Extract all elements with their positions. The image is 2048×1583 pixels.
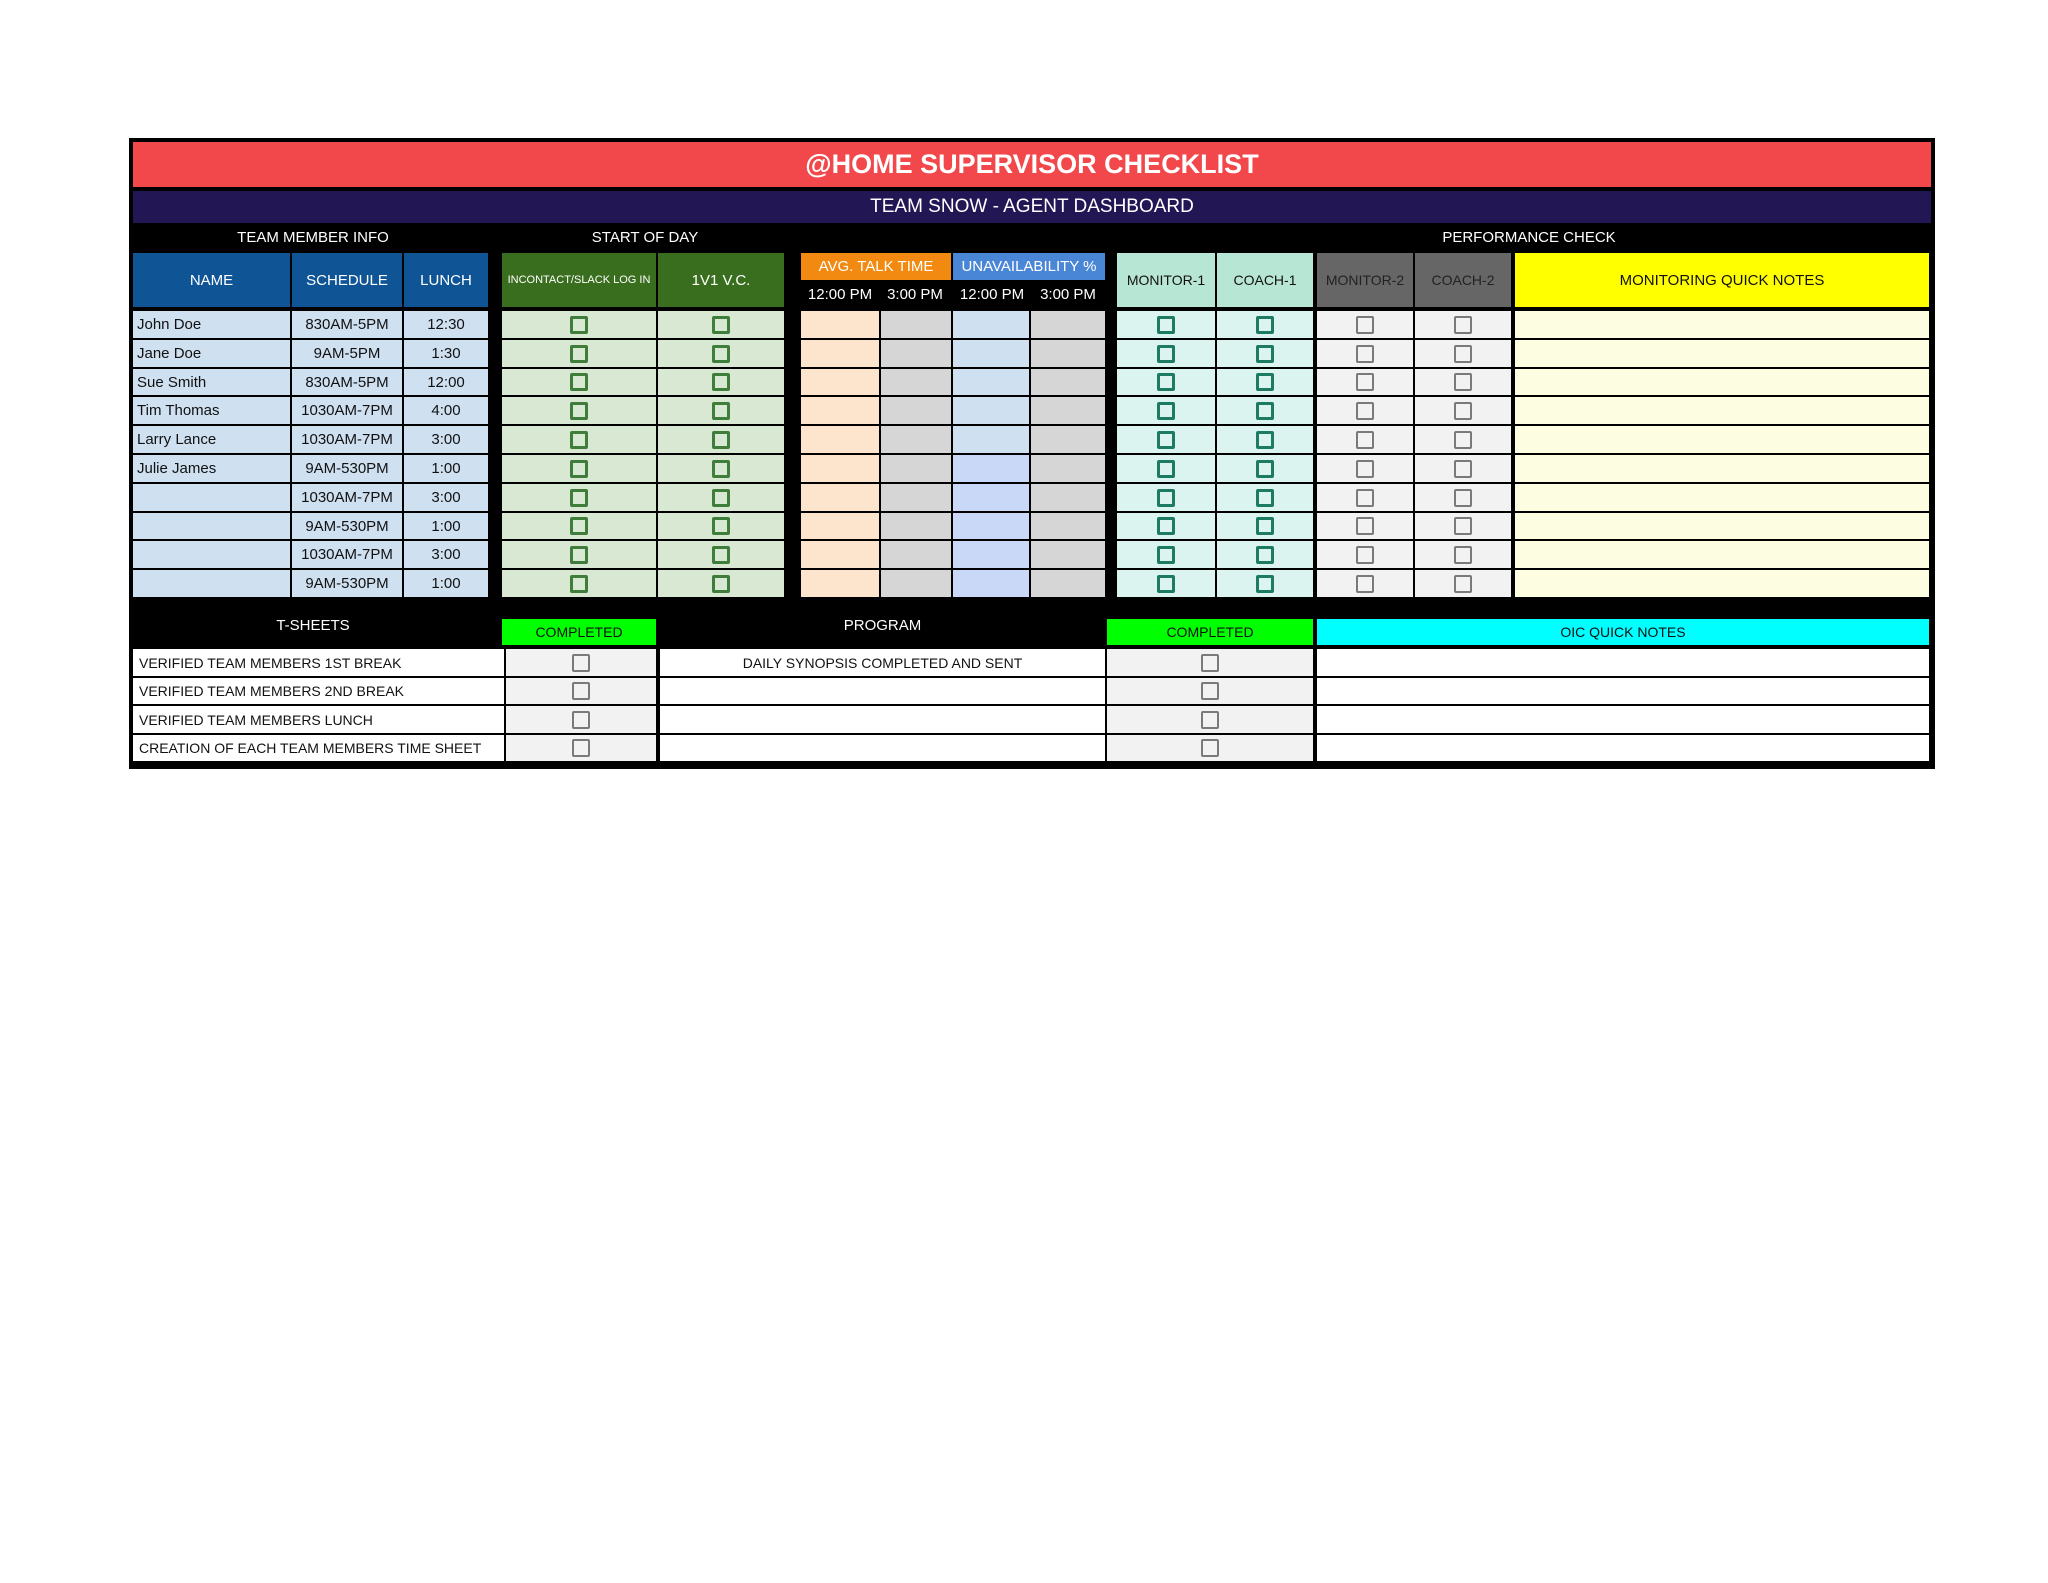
checkbox[interactable]: [1256, 489, 1274, 507]
avg-talk-300-cell[interactable]: [881, 541, 951, 568]
checkbox[interactable]: [1454, 546, 1472, 564]
header-monitor-1: MONITOR-1: [1117, 253, 1215, 307]
monitoring-note-cell[interactable]: [1515, 311, 1929, 338]
header-att-300: 3:00 PM: [887, 286, 943, 303]
unavail-1200-cell[interactable]: [953, 484, 1029, 511]
checkbox[interactable]: [1356, 373, 1374, 391]
header-schedule: SCHEDULE: [292, 253, 402, 307]
checkbox[interactable]: [572, 682, 590, 700]
checkbox[interactable]: [1454, 575, 1472, 593]
monitor-1-check-cell[interactable]: [1117, 513, 1215, 539]
header-coach-2: COACH-2: [1415, 253, 1511, 307]
monitor-2-check-cell[interactable]: [1317, 570, 1413, 597]
member-lunch: 1:00: [404, 570, 488, 597]
checkbox[interactable]: [1356, 517, 1374, 535]
page-subtitle: TEAM SNOW - AGENT DASHBOARD: [133, 191, 1931, 223]
program-item: [660, 706, 1105, 733]
checkbox[interactable]: [1201, 711, 1219, 729]
section-team-member-info: TEAM MEMBER INFO: [237, 228, 389, 246]
avg-talk-300-cell[interactable]: [881, 340, 951, 367]
avg-talk-300-cell[interactable]: [881, 397, 951, 424]
member-schedule: 830AM-5PM: [292, 369, 402, 395]
incontact-check-cell[interactable]: [502, 570, 656, 597]
unavail-300-cell[interactable]: [1031, 513, 1105, 539]
avg-talk-1200-cell[interactable]: [801, 311, 879, 338]
unavail-1200-cell[interactable]: [953, 311, 1029, 338]
avg-talk-1200-cell[interactable]: [801, 570, 879, 597]
one-on-one-check-cell[interactable]: [658, 369, 784, 395]
one-on-one-check-cell[interactable]: [658, 570, 784, 597]
member-name: Larry Lance: [133, 426, 290, 453]
member-lunch: 3:00: [404, 426, 488, 453]
coach-2-check-cell[interactable]: [1415, 426, 1511, 453]
checkbox[interactable]: [1356, 460, 1374, 478]
monitor-2-check-cell[interactable]: [1317, 311, 1413, 338]
avg-talk-300-cell[interactable]: [881, 426, 951, 453]
checkbox[interactable]: [1157, 345, 1175, 363]
checkbox[interactable]: [570, 431, 588, 449]
checkbox[interactable]: [1256, 316, 1274, 334]
header-unav-300: 3:00 PM: [1040, 286, 1096, 303]
checkbox[interactable]: [1256, 402, 1274, 420]
monitor-2-check-cell[interactable]: [1317, 340, 1413, 367]
member-name: [133, 541, 290, 568]
incontact-check-cell[interactable]: [502, 541, 656, 568]
coach-1-check-cell[interactable]: [1217, 541, 1313, 568]
program-check-cell[interactable]: [1107, 706, 1313, 733]
program-check-cell[interactable]: [1107, 735, 1313, 761]
monitoring-note-cell[interactable]: [1515, 397, 1929, 424]
incontact-check-cell[interactable]: [502, 311, 656, 338]
member-name: Tim Thomas: [133, 397, 290, 424]
checkbox[interactable]: [712, 546, 730, 564]
checkbox[interactable]: [1454, 431, 1472, 449]
checkbox[interactable]: [712, 575, 730, 593]
program-completed-header: COMPLETED: [1107, 619, 1313, 645]
checkbox[interactable]: [1454, 517, 1472, 535]
avg-talk-300-cell[interactable]: [881, 513, 951, 539]
program-item: [660, 735, 1105, 761]
checkbox[interactable]: [570, 546, 588, 564]
one-on-one-check-cell[interactable]: [658, 455, 784, 482]
tsheet-check-cell[interactable]: [506, 735, 656, 761]
header-coach-1: COACH-1: [1217, 253, 1313, 307]
checkbox[interactable]: [712, 460, 730, 478]
checkbox[interactable]: [1454, 345, 1472, 363]
member-lunch: 3:00: [404, 541, 488, 568]
checkbox[interactable]: [1256, 345, 1274, 363]
checkbox[interactable]: [712, 316, 730, 334]
page-title: @HOME SUPERVISOR CHECKLIST: [133, 142, 1931, 187]
member-schedule: 1030AM-7PM: [292, 397, 402, 424]
program-label: PROGRAM: [843, 616, 922, 634]
coach-2-check-cell[interactable]: [1415, 570, 1511, 597]
member-schedule: 1030AM-7PM: [292, 426, 402, 453]
checkbox[interactable]: [1256, 431, 1274, 449]
monitoring-note-cell[interactable]: [1515, 541, 1929, 568]
tsheet-check-cell[interactable]: [506, 706, 656, 733]
one-on-one-check-cell[interactable]: [658, 426, 784, 453]
coach-2-check-cell[interactable]: [1415, 455, 1511, 482]
avg-talk-1200-cell[interactable]: [801, 484, 879, 511]
member-name: Julie James: [133, 455, 290, 482]
checkbox[interactable]: [1157, 373, 1175, 391]
checkbox[interactable]: [1157, 489, 1175, 507]
checkbox[interactable]: [570, 460, 588, 478]
header-att-1200: 12:00 PM: [807, 286, 873, 303]
checkbox[interactable]: [1256, 517, 1274, 535]
unavail-300-cell[interactable]: [1031, 484, 1105, 511]
tsheet-item: CREATION OF EACH TEAM MEMBERS TIME SHEET: [133, 735, 504, 761]
unavail-300-cell[interactable]: [1031, 541, 1105, 568]
tsheet-item: VERIFIED TEAM MEMBERS LUNCH: [133, 706, 504, 733]
monitor-2-check-cell[interactable]: [1317, 369, 1413, 395]
section-performance-check: PERFORMANCE CHECK: [1442, 228, 1616, 246]
avg-talk-1200-cell[interactable]: [801, 513, 879, 539]
monitor-1-check-cell[interactable]: [1117, 541, 1215, 568]
checkbox[interactable]: [570, 402, 588, 420]
checkbox[interactable]: [570, 575, 588, 593]
monitoring-note-cell[interactable]: [1515, 570, 1929, 597]
coach-1-check-cell[interactable]: [1217, 397, 1313, 424]
monitor-1-check-cell[interactable]: [1117, 397, 1215, 424]
avg-talk-1200-cell[interactable]: [801, 397, 879, 424]
avg-talk-300-cell[interactable]: [881, 455, 951, 482]
member-name: Jane Doe: [133, 340, 290, 367]
member-schedule: 9AM-530PM: [292, 455, 402, 482]
member-lunch: 1:00: [404, 455, 488, 482]
avg-talk-1200-cell[interactable]: [801, 541, 879, 568]
checkbox[interactable]: [1454, 316, 1472, 334]
one-on-one-check-cell[interactable]: [658, 340, 784, 367]
unavail-300-cell[interactable]: [1031, 397, 1105, 424]
coach-1-check-cell[interactable]: [1217, 426, 1313, 453]
header-1v1: 1V1 V.C.: [658, 253, 784, 307]
avg-talk-1200-cell[interactable]: [801, 369, 879, 395]
checkbox[interactable]: [1356, 402, 1374, 420]
tsheet-check-cell[interactable]: [506, 678, 656, 704]
checkbox[interactable]: [1201, 739, 1219, 757]
unavail-300-cell[interactable]: [1031, 426, 1105, 453]
monitor-1-check-cell[interactable]: [1117, 570, 1215, 597]
header-unavailability: UNAVAILABILITY %: [953, 253, 1105, 280]
checkbox[interactable]: [572, 654, 590, 672]
coach-2-check-cell[interactable]: [1415, 484, 1511, 511]
checkbox[interactable]: [712, 431, 730, 449]
checkbox[interactable]: [712, 373, 730, 391]
tsheets-completed-header: COMPLETED: [502, 619, 656, 645]
checkbox[interactable]: [570, 517, 588, 535]
monitor-1-check-cell[interactable]: [1117, 455, 1215, 482]
checkbox[interactable]: [712, 402, 730, 420]
coach-1-check-cell[interactable]: [1217, 455, 1313, 482]
checkbox[interactable]: [1256, 575, 1274, 593]
incontact-check-cell[interactable]: [502, 340, 656, 367]
checkbox[interactable]: [572, 711, 590, 729]
incontact-check-cell[interactable]: [502, 455, 656, 482]
header-monitoring-notes: MONITORING QUICK NOTES: [1515, 253, 1929, 307]
member-lunch: 1:00: [404, 513, 488, 539]
monitor-2-check-cell[interactable]: [1317, 484, 1413, 511]
monitoring-note-cell[interactable]: [1515, 369, 1929, 395]
checkbox[interactable]: [1157, 517, 1175, 535]
avg-talk-300-cell[interactable]: [881, 570, 951, 597]
one-on-one-check-cell[interactable]: [658, 397, 784, 424]
coach-1-check-cell[interactable]: [1217, 513, 1313, 539]
oic-note-cell[interactable]: [1317, 649, 1929, 676]
monitor-2-check-cell[interactable]: [1317, 455, 1413, 482]
checkbox[interactable]: [1356, 316, 1374, 334]
incontact-check-cell[interactable]: [502, 484, 656, 511]
checkbox[interactable]: [1356, 546, 1374, 564]
checkbox[interactable]: [570, 316, 588, 334]
checkbox[interactable]: [1356, 431, 1374, 449]
avg-talk-300-cell[interactable]: [881, 311, 951, 338]
avg-talk-1200-cell[interactable]: [801, 455, 879, 482]
unavail-1200-cell[interactable]: [953, 455, 1029, 482]
coach-2-check-cell[interactable]: [1415, 513, 1511, 539]
oic-note-cell[interactable]: [1317, 706, 1929, 733]
tsheet-item: VERIFIED TEAM MEMBERS 2ND BREAK: [133, 678, 504, 704]
oic-notes-header: OIC QUICK NOTES: [1317, 619, 1929, 645]
checkbox[interactable]: [1157, 575, 1175, 593]
checkbox[interactable]: [1454, 489, 1472, 507]
checkbox[interactable]: [1157, 316, 1175, 334]
checkbox[interactable]: [1157, 402, 1175, 420]
tsheet-item: VERIFIED TEAM MEMBERS 1ST BREAK: [133, 649, 504, 676]
program-check-cell[interactable]: [1107, 678, 1313, 704]
unavail-1200-cell[interactable]: [953, 541, 1029, 568]
header-monitor-2: MONITOR-2: [1317, 253, 1413, 307]
monitor-1-check-cell[interactable]: [1117, 426, 1215, 453]
checkbox[interactable]: [1454, 373, 1472, 391]
member-lunch: 4:00: [404, 397, 488, 424]
monitor-1-check-cell[interactable]: [1117, 340, 1215, 367]
tsheet-check-cell[interactable]: [506, 649, 656, 676]
checkbox[interactable]: [1157, 460, 1175, 478]
checkbox[interactable]: [572, 739, 590, 757]
incontact-check-cell[interactable]: [502, 369, 656, 395]
unavail-300-cell[interactable]: [1031, 340, 1105, 367]
incontact-check-cell[interactable]: [502, 397, 656, 424]
header-name: NAME: [133, 253, 290, 307]
avg-talk-1200-cell[interactable]: [801, 426, 879, 453]
avg-talk-1200-cell[interactable]: [801, 340, 879, 367]
monitoring-note-cell[interactable]: [1515, 484, 1929, 511]
checkbox[interactable]: [712, 517, 730, 535]
monitor-1-check-cell[interactable]: [1117, 311, 1215, 338]
one-on-one-check-cell[interactable]: [658, 484, 784, 511]
checklist-frame: [129, 138, 1935, 769]
member-schedule: 9AM-530PM: [292, 513, 402, 539]
unavail-1200-cell[interactable]: [953, 369, 1029, 395]
unavail-1200-cell[interactable]: [953, 340, 1029, 367]
checkbox[interactable]: [1157, 431, 1175, 449]
one-on-one-check-cell[interactable]: [658, 311, 784, 338]
checkbox[interactable]: [1454, 402, 1472, 420]
header-avg-talk-time: AVG. TALK TIME: [801, 253, 951, 280]
member-lunch: 12:00: [404, 369, 488, 395]
coach-1-check-cell[interactable]: [1217, 311, 1313, 338]
tsheets-label: T-SHEETS: [276, 616, 350, 634]
avg-talk-300-cell[interactable]: [881, 369, 951, 395]
monitor-2-check-cell[interactable]: [1317, 426, 1413, 453]
member-schedule: 1030AM-7PM: [292, 541, 402, 568]
unavail-1200-cell[interactable]: [953, 513, 1029, 539]
header-lunch: LUNCH: [404, 253, 488, 307]
member-name: [133, 484, 290, 511]
avg-talk-300-cell[interactable]: [881, 484, 951, 511]
oic-note-cell[interactable]: [1317, 678, 1929, 704]
member-name: [133, 513, 290, 539]
checkbox[interactable]: [1356, 575, 1374, 593]
header-incontact: INCONTACT/SLACK LOG IN: [502, 253, 656, 307]
checkbox[interactable]: [1201, 654, 1219, 672]
member-schedule: 830AM-5PM: [292, 311, 402, 338]
checkbox[interactable]: [712, 345, 730, 363]
unavail-1200-cell[interactable]: [953, 426, 1029, 453]
one-on-one-check-cell[interactable]: [658, 513, 784, 539]
incontact-check-cell[interactable]: [502, 513, 656, 539]
unavail-1200-cell[interactable]: [953, 397, 1029, 424]
coach-1-check-cell[interactable]: [1217, 369, 1313, 395]
monitor-1-check-cell[interactable]: [1117, 484, 1215, 511]
member-schedule: 1030AM-7PM: [292, 484, 402, 511]
checkbox[interactable]: [1256, 373, 1274, 391]
coach-1-check-cell[interactable]: [1217, 484, 1313, 511]
checkbox[interactable]: [1157, 546, 1175, 564]
checkbox[interactable]: [1356, 345, 1374, 363]
checkbox[interactable]: [1256, 546, 1274, 564]
checkbox[interactable]: [1454, 460, 1472, 478]
section-start-of-day: START OF DAY: [591, 228, 699, 246]
program-item: [660, 678, 1105, 704]
coach-2-check-cell[interactable]: [1415, 397, 1511, 424]
program-check-cell[interactable]: [1107, 649, 1313, 676]
unavail-300-cell[interactable]: [1031, 311, 1105, 338]
unavail-1200-cell[interactable]: [953, 570, 1029, 597]
coach-1-check-cell[interactable]: [1217, 570, 1313, 597]
monitor-2-check-cell[interactable]: [1317, 397, 1413, 424]
incontact-check-cell[interactable]: [502, 426, 656, 453]
header-unav-1200: 12:00 PM: [959, 286, 1025, 303]
coach-2-check-cell[interactable]: [1415, 311, 1511, 338]
monitor-1-check-cell[interactable]: [1117, 369, 1215, 395]
monitor-2-check-cell[interactable]: [1317, 513, 1413, 539]
unavail-300-cell[interactable]: [1031, 369, 1105, 395]
checkbox[interactable]: [1356, 489, 1374, 507]
checkbox[interactable]: [570, 489, 588, 507]
oic-note-cell[interactable]: [1317, 735, 1929, 761]
member-lunch: 1:30: [404, 340, 488, 367]
one-on-one-check-cell[interactable]: [658, 541, 784, 568]
unavail-300-cell[interactable]: [1031, 570, 1105, 597]
member-schedule: 9AM-530PM: [292, 570, 402, 597]
monitoring-note-cell[interactable]: [1515, 455, 1929, 482]
member-lunch: 3:00: [404, 484, 488, 511]
checkbox[interactable]: [712, 489, 730, 507]
monitoring-note-cell[interactable]: [1515, 513, 1929, 539]
coach-2-check-cell[interactable]: [1415, 369, 1511, 395]
member-lunch: 12:30: [404, 311, 488, 338]
coach-2-check-cell[interactable]: [1415, 340, 1511, 367]
checkbox[interactable]: [1256, 460, 1274, 478]
coach-1-check-cell[interactable]: [1217, 340, 1313, 367]
monitor-2-check-cell[interactable]: [1317, 541, 1413, 568]
member-name: Sue Smith: [133, 369, 290, 395]
checkbox[interactable]: [570, 345, 588, 363]
monitoring-note-cell[interactable]: [1515, 426, 1929, 453]
coach-2-check-cell[interactable]: [1415, 541, 1511, 568]
program-item: DAILY SYNOPSIS COMPLETED AND SENT: [660, 649, 1105, 676]
member-name: [133, 570, 290, 597]
member-name: John Doe: [133, 311, 290, 338]
member-schedule: 9AM-5PM: [292, 340, 402, 367]
checkbox[interactable]: [1201, 682, 1219, 700]
unavail-300-cell[interactable]: [1031, 455, 1105, 482]
checkbox[interactable]: [570, 373, 588, 391]
monitoring-note-cell[interactable]: [1515, 340, 1929, 367]
